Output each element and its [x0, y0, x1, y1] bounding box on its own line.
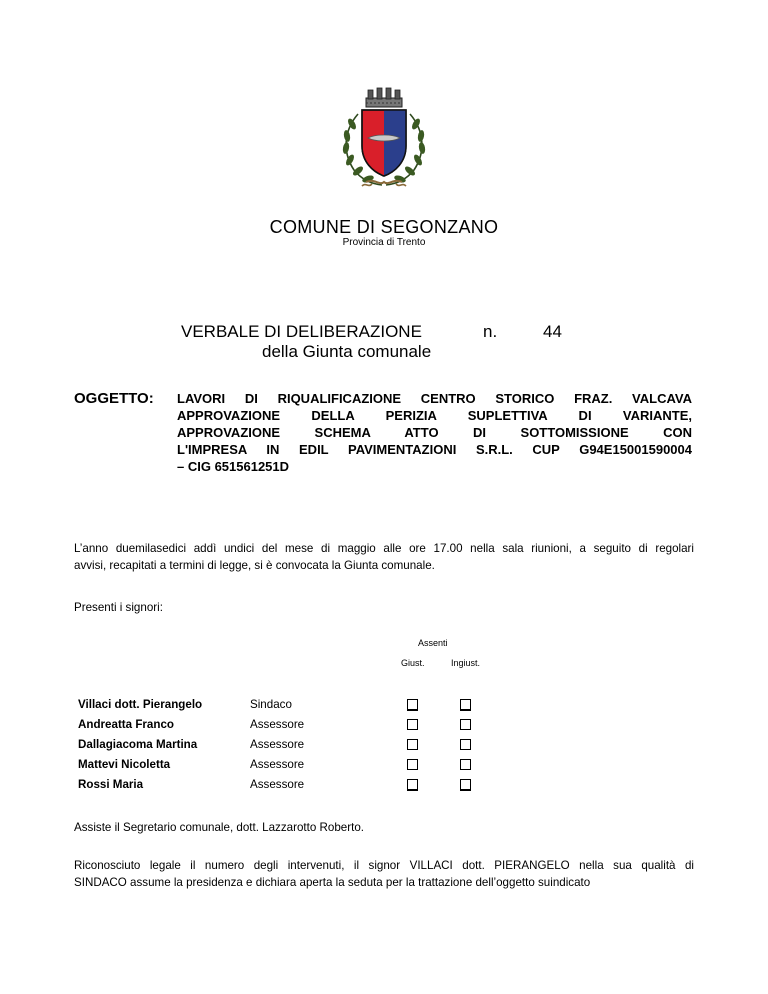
deliberation-number-label: n. [483, 322, 498, 341]
subject-label: OGGETTO: [74, 390, 154, 407]
justified-absence-checkbox[interactable] [407, 699, 418, 711]
closing-line: SINDACO assume la presidenza e dichiara aperta la seduta per la trattazione dell’oggetto suindicato [74, 876, 591, 889]
closing-paragraph [74, 857, 694, 891]
justified-absence-checkbox[interactable] [407, 719, 418, 730]
absent-header: Assenti [418, 638, 448, 648]
deliberation-subtitle: della Giunta comunale [262, 342, 432, 361]
subject-line: APPROVAZIONE SCHEMA ATTO DI SOTTOMISSIONE CON [177, 425, 692, 440]
deliberation-title: VERBALE DI DELIBERAZIONE [181, 322, 422, 341]
present-label: Presenti i signori: [74, 601, 163, 614]
member-role: Assessore [250, 758, 305, 771]
justified-absence-checkbox[interactable] [407, 759, 418, 770]
closing-line: Riconosciuto legale il numero degli intervenuti, il signor VILLACI dott. PIERANGELO nella sua qualità di [74, 859, 694, 872]
unjustified-absence-checkbox[interactable] [460, 719, 471, 730]
unjustified-absence-checkbox[interactable] [460, 739, 471, 750]
intro-paragraph [74, 540, 694, 574]
municipality-name: COMUNE DI SEGONZANO [269, 217, 499, 237]
unjustified-absence-checkbox[interactable] [460, 759, 471, 770]
unjustified-absence-checkbox[interactable] [460, 699, 471, 711]
intro-line: L’anno duemilasedici addì undici del mese di maggio alle ore 17.00 nella sala riunioni, a seguito di regolari [74, 542, 694, 555]
subject-line: LAVORI DI RIQUALIFICAZIONE CENTRO STORICO FRAZ. VALCAVA [177, 391, 692, 406]
subject-line: APPROVAZIONE DELLA PERIZIA SUPLETTIVA DI VARIANTE, [177, 408, 692, 423]
member-name: Andreatta Franco [78, 718, 174, 731]
justified-absence-checkbox[interactable] [407, 779, 418, 791]
unjustified-column-header: Ingiust. [451, 658, 481, 668]
intro-line: avvisi, recapitati a termini di legge, si è convocata la Giunta comunale. [74, 559, 435, 572]
coat-of-arms-icon [332, 86, 436, 192]
secretary-statement: Assiste il Segretario comunale, dott. Lazzarotto Roberto. [74, 821, 364, 834]
member-name: Villaci dott. Pierangelo [78, 698, 203, 711]
member-role: Assessore [250, 718, 305, 731]
deliberation-number: 44 [543, 322, 562, 341]
justified-absence-checkbox[interactable] [407, 739, 418, 750]
member-role: Assessore [250, 778, 305, 791]
subject-line: – CIG 651561251D [177, 459, 290, 474]
unjustified-absence-checkbox[interactable] [460, 779, 471, 791]
province-name: Provincia di Trento [342, 237, 426, 248]
member-name: Dallagiacoma Martina [78, 738, 198, 751]
subject-line: L'IMPRESA IN EDIL PAVIMENTAZIONI S.R.L. CUP G94E15001590004 [177, 442, 692, 457]
subject-text [177, 390, 692, 475]
member-name: Mattevi Nicoletta [78, 758, 171, 771]
justified-column-header: Giust. [401, 658, 425, 668]
member-role: Assessore [250, 738, 305, 751]
member-role: Sindaco [250, 698, 292, 711]
member-name: Rossi Maria [78, 778, 144, 791]
